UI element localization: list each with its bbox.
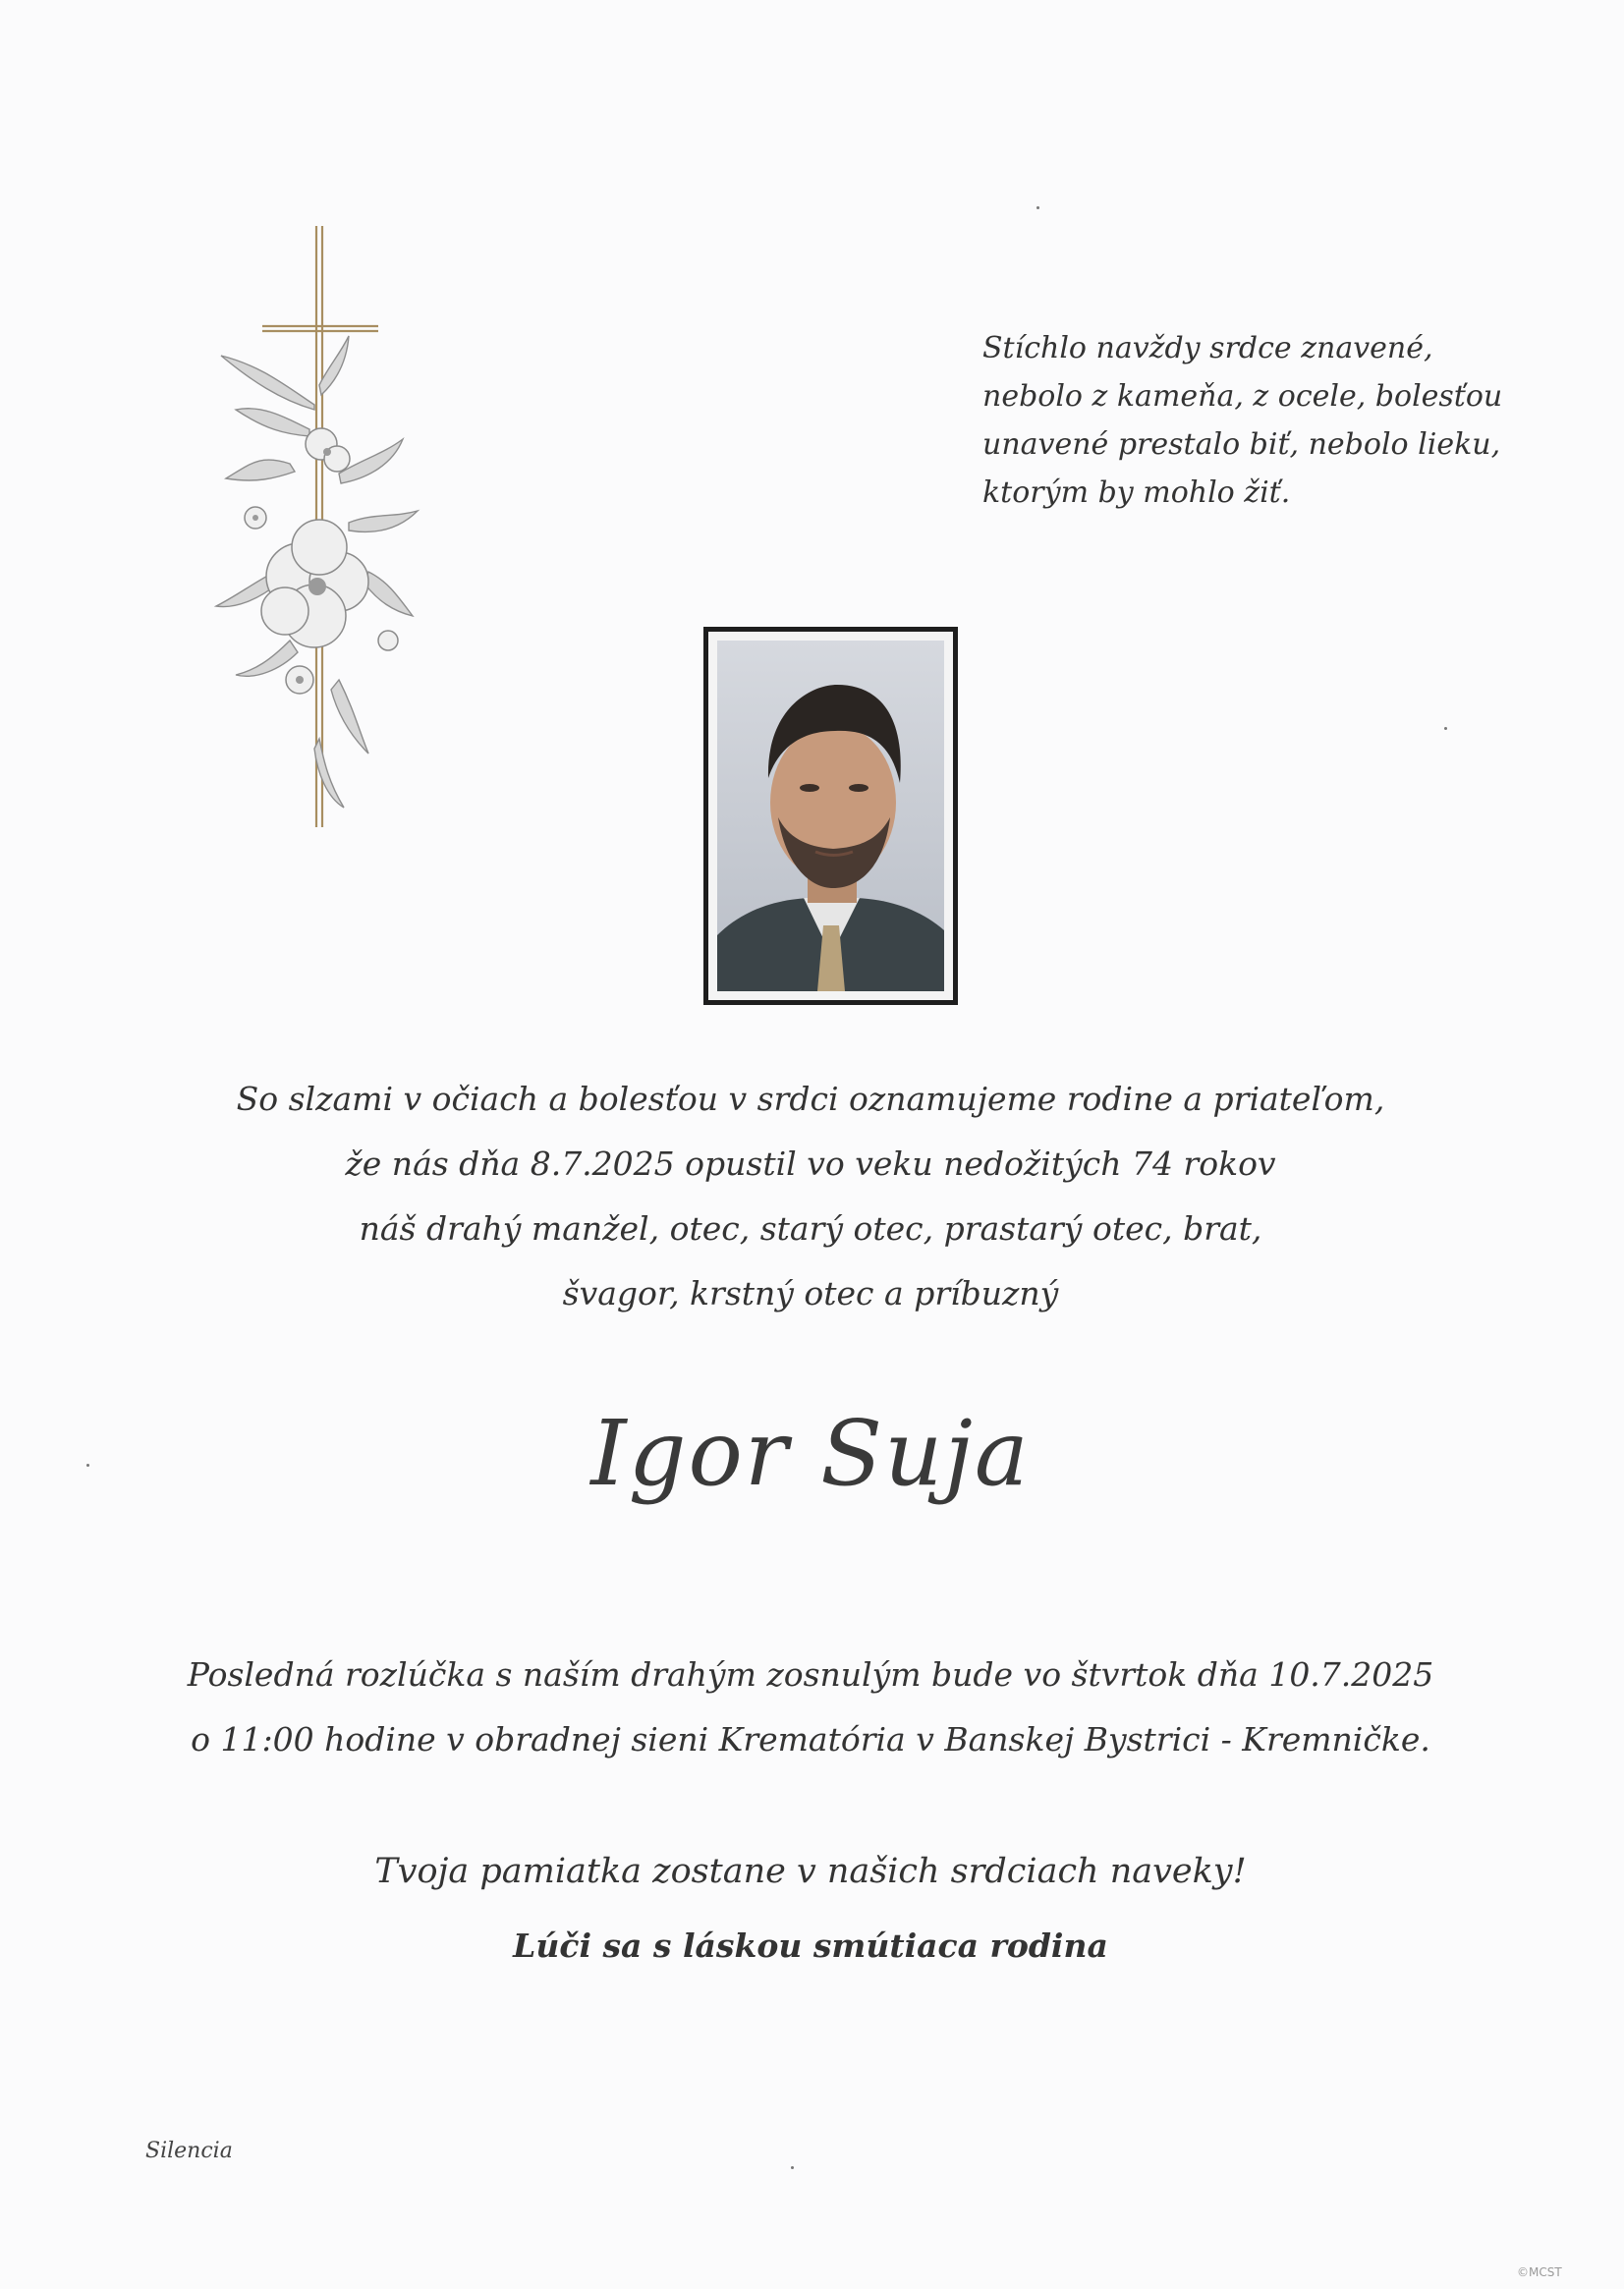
poem-line: Stíchlo navždy srdce znavené,	[982, 331, 1433, 365]
paper-speck	[1444, 727, 1447, 730]
memorial-poem	[982, 324, 1533, 517]
deceased-name: Igor Suja	[590, 1401, 1031, 1506]
cross-with-flowers-icon	[182, 218, 437, 847]
announcement-line: So slzami v očiach a bolesťou v srdci oznamujeme rodine a priateľom,	[236, 1080, 1385, 1118]
poem-line: unavené prestalo biť, nebolo lieku,	[982, 427, 1501, 462]
announcement-line: švagor, krstný otec a príbuzný	[562, 1274, 1059, 1312]
portrait-frame	[703, 627, 958, 1005]
family-line: Lúči sa s láskou smútiaca rodina	[513, 1926, 1108, 1965]
funeral-line: Posledná rozlúčka s naším drahým zosnulým bude vo štvrtok dňa 10.7.2025	[187, 1655, 1434, 1694]
funeral-line: o 11:00 hodine v obradnej sieni Krematória v Banskej Bystrici - Kremničke.	[191, 1720, 1430, 1759]
publisher-signature: Silencia	[145, 2139, 233, 2163]
paper-speck	[1036, 206, 1039, 209]
memory-line: Tvoja pamiatka zostane v našich srdciach naveky!	[374, 1852, 1247, 1891]
poem-line: nebolo z kameňa, z ocele, bolesťou	[982, 379, 1503, 414]
poem-line: ktorým by mohlo žiť.	[982, 475, 1291, 510]
announcement-text	[196, 1067, 1425, 1326]
announcement-line: náš drahý manžel, otec, starý otec, prastarý otec, brat,	[359, 1209, 1262, 1248]
announcement-line: že nás dňa 8.7.2025 opustil vo veku nedožitých 74 rokov	[345, 1144, 1276, 1183]
closing-text	[246, 1835, 1375, 1982]
funeral-details	[147, 1643, 1474, 1772]
paper-speck	[791, 2166, 794, 2169]
portrait-photo	[717, 641, 944, 991]
paper-speck	[86, 1464, 89, 1467]
copyright-mark: ©MCST	[1517, 2265, 1562, 2279]
